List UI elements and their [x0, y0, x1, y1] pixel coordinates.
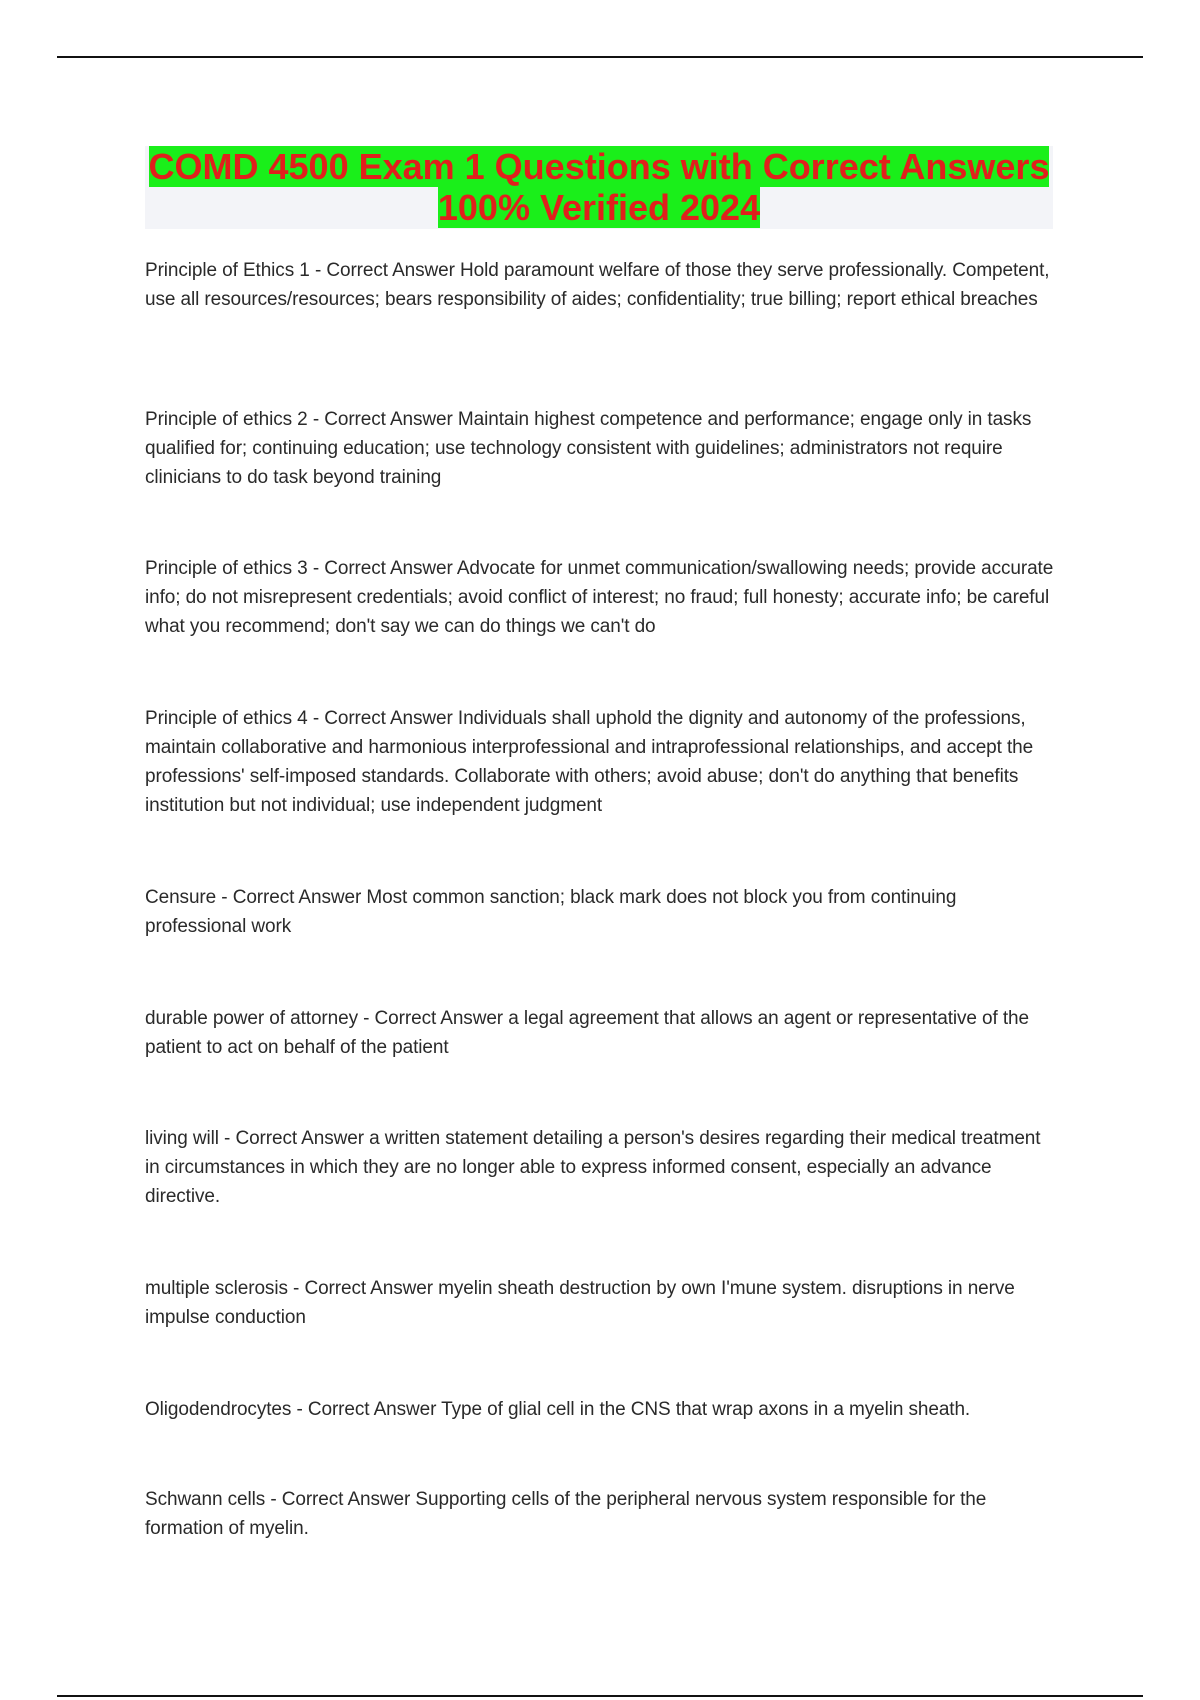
qa-item: [145, 256, 1060, 314]
qa-answer: Type of glial cell in the CNS that wrap axons in a myelin sheath.: [441, 1399, 971, 1420]
qa-separator: - Correct Answer: [357, 1008, 509, 1029]
qa-answer: a legal agreement that allows an agent or representative of the patient to act on behalf of the patient: [145, 1008, 1029, 1058]
qa-term: Oligodendrocytes: [145, 1399, 292, 1420]
qa-term: Principle of Ethics 1: [145, 260, 310, 281]
qa-term: Principle of ethics 4: [145, 708, 308, 729]
qa-answer: a written statement detailing a person's desires regarding their medical treatment in circumstances in which they are no longer able to express informed consent, especially an advance directive.: [145, 1128, 1041, 1207]
document-title: [145, 146, 1053, 229]
qa-answer: Supporting cells of the peripheral nervous system responsible for the formation of myelin.: [145, 1489, 987, 1539]
qa-item: [145, 1485, 1060, 1543]
qa-answer: Maintain highest competence and performance; engage only in tasks qualified for; continuing education; use technology consistent with guidelines; administrators not require clinicians to do task beyond training: [145, 409, 1032, 488]
qa-term: Censure: [145, 887, 217, 908]
qa-term: durable power of attorney: [145, 1008, 358, 1029]
qa-answer: Advocate for unmet communication/swallowing needs; provide accurate info; do not misrepresent credentials; avoid conflict of interest; no fraud; full honesty; accurate info; be careful what you recommend; don't say we can do things we can't do: [145, 558, 1054, 637]
qa-term: Principle of ethics 2: [145, 409, 308, 430]
qa-item: [145, 883, 1060, 941]
qa-separator: - Correct Answer: [218, 1128, 370, 1149]
qa-separator: - Correct Answer: [287, 1278, 439, 1299]
qa-answer: Hold paramount welfare of those they serve professionally. Competent, use all resources/resources; bears responsibility of aides; confidentiality; true billing; report ethical breaches: [145, 260, 1050, 310]
qa-separator: - Correct Answer: [307, 558, 457, 579]
top-rule: [57, 56, 1143, 58]
qa-answer: Individuals shall uphold the dignity and autonomy of the professions, maintain collaborative and harmonious interprofessional and intraprofessional relationships, and accept the professions' self-imposed standards. Collaborate with others; avoid abuse; don't do anything that benefits institution but not individual; use independent judgment: [145, 708, 1034, 816]
qa-separator: - Correct Answer: [307, 409, 458, 430]
qa-answer: myelin sheath destruction by own I'mune system. disruptions in nerve impulse conduction: [145, 1278, 1015, 1328]
qa-term: Principle of ethics 3: [145, 558, 308, 579]
qa-item: [145, 1004, 1060, 1062]
qa-item: [145, 704, 1060, 820]
qa-separator: - Correct Answer: [265, 1489, 416, 1510]
qa-separator: - Correct Answer: [216, 887, 367, 908]
qa-separator: - Correct Answer: [307, 708, 458, 729]
title-line-1: COMD 4500 Exam 1 Questions with Correct Answers: [148, 146, 1050, 187]
qa-separator: - Correct Answer: [309, 260, 461, 281]
qa-term: living will: [145, 1128, 219, 1149]
bottom-rule: [57, 1695, 1143, 1697]
qa-separator: - Correct Answer: [291, 1399, 442, 1420]
qa-item: [145, 1274, 1060, 1332]
title-line-2: 100% Verified 2024: [437, 187, 761, 228]
qa-item: [145, 405, 1060, 492]
qa-item: [145, 1124, 1060, 1211]
qa-answer: Most common sanction; black mark does not block you from continuing professional work: [145, 887, 957, 937]
qa-term: Schwann cells: [145, 1489, 266, 1510]
qa-item: [145, 1395, 1060, 1424]
qa-term: multiple sclerosis: [145, 1278, 288, 1299]
qa-item: [145, 554, 1060, 641]
